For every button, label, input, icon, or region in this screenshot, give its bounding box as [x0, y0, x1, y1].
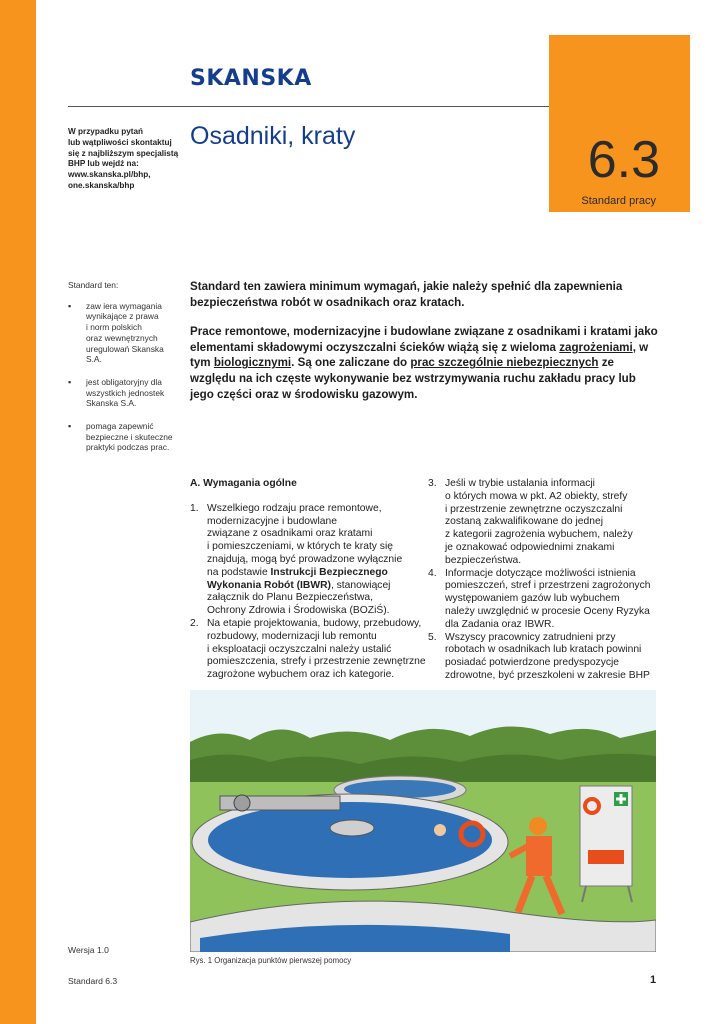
intro-paragraph-1: Standard ten zawiera minimum wymagań, jakie należy spełnić dla zapewnienia bezpieczeństwa robót w osadnikach oraz kratach. — [190, 280, 623, 309]
item-line: znajdują, mogą być prowadzone wyłącznie — [207, 553, 403, 565]
standard-number-box — [549, 35, 690, 212]
contact-line: W przypadku pytań — [68, 127, 144, 136]
item-bold-text: Wykonania Robót (IBWR) — [207, 579, 331, 591]
skanska-logo: SKANSKA — [190, 66, 312, 91]
figure-caption: Rys. 1 Organizacja punktów pierwszej pomocy — [190, 956, 352, 965]
requirement-item — [428, 478, 664, 568]
item-line: Wszelkiego rodzaju prace remontowe, — [207, 502, 382, 514]
item-number: 2. — [190, 617, 199, 629]
intro-paragraph-2 — [190, 324, 660, 402]
item-line: zagrożone wybuchem oraz ich kategorie. — [207, 669, 395, 681]
requirement-item — [428, 632, 664, 683]
illustration-svg — [190, 690, 656, 952]
first-aid-illustration — [190, 690, 656, 952]
requirement-item — [428, 568, 664, 632]
requirement-item — [190, 617, 426, 682]
item-number: 5. — [428, 631, 437, 643]
item-line: je oznakować odpowiednimi znakami — [445, 541, 615, 553]
item-line: pomieszczeń, stref i przestrzeni zagrożonych — [445, 580, 651, 592]
main-tank-water — [208, 802, 492, 878]
sidebar-item — [68, 377, 180, 409]
bridge-wheel — [234, 795, 250, 811]
contact-line: lub wątpliwości skontaktuj — [68, 137, 172, 147]
contact-link[interactable]: www.skanska.pl/bhp, — [68, 170, 151, 180]
item-line: Wszyscy pracownicy zatrudnieni przy — [445, 631, 616, 643]
item-line: Ochrony Zdrowia i Środowiska (BOZiŚ). — [207, 605, 390, 617]
item-line: modernizacyjne i budowlane — [207, 515, 337, 527]
sidebar-summary — [68, 280, 180, 465]
section-heading: A. Wymagania ogólne — [190, 478, 297, 489]
item-number: 3. — [428, 478, 437, 489]
item-line: pomieszczenia, strefy i przestrzenie zewnętrzne — [207, 656, 426, 668]
contact-info — [68, 127, 178, 192]
item-text: , stanowiącej — [330, 579, 391, 591]
item-line: dla Zadania oraz IBWR. — [445, 618, 555, 630]
standard-number: 6.3 — [587, 131, 660, 189]
page-number: 1 — [650, 974, 657, 986]
worker-body — [526, 836, 552, 876]
item-line: posiadać potwierdzone predyspozycje — [445, 657, 620, 669]
requirements-column-left — [190, 478, 426, 682]
sidebar-item — [68, 301, 180, 365]
requirement-item — [190, 503, 418, 618]
item-line: Jeśli w trybie ustalania informacji — [445, 478, 595, 489]
item-line: Informacje dotyczące możliwości istnienia — [445, 567, 636, 579]
version-label: Wersja 1.0 — [68, 945, 109, 955]
page-title: Osadniki, kraty — [190, 122, 356, 150]
item-line: i eksploatacji oczyszczalni należy ustalić — [207, 643, 392, 655]
item-number: 1. — [190, 502, 199, 514]
item-number: 4. — [428, 567, 437, 579]
intro-text-part: ze względu na ich częste wykonywanie bez wstrzymywania ruchu zakładu pracy lub jego części oraz w środowisku gazowym. — [190, 356, 636, 401]
rescue-kit — [588, 850, 624, 864]
item-line: należy uwzględnić w procesie Oceny Ryzyka — [445, 605, 650, 617]
underlined-term: prac szczególnie niebezpiecznych — [410, 356, 599, 370]
sidebar-list — [68, 301, 180, 453]
item-line: bezpieczeństwa. — [445, 554, 522, 566]
sidebar-item-text: ▪ zaw iera wymagania wynikające z prawa i norm polskich oraz wewnętrznych uregulowań Skanska S.A. — [86, 300, 164, 365]
contact-link[interactable]: one.skanska/bhp — [68, 180, 135, 190]
requirements-column-right — [428, 478, 664, 683]
item-line: i przestrzenie zewnętrzne oczyszczalni — [445, 503, 623, 515]
intro-text-part: . Są one zaliczane do — [291, 356, 411, 370]
item-line: występowaniem gazów lub wybuchem — [445, 593, 620, 605]
intro-text-part: , w tym — [190, 340, 649, 370]
intro-text-part: Prace remontowe, modernizacyjne i budowlane związane z osadnikami i kratami jako elementami składowymi oczyszczalni ścieków wiążą się z wieloma — [190, 325, 658, 354]
item-line: związane z osadnikami oraz kratami — [207, 528, 373, 540]
item-line: rozbudowy, modernizacji lub remontu — [207, 630, 377, 642]
item-line: zostaną zakwalifikowane do jednej — [445, 516, 603, 528]
tank-center-column — [330, 820, 374, 836]
underlined-term: zagrożeniami — [559, 340, 633, 354]
item-line: i pomieszczeniami, w których te kraty się — [207, 541, 393, 553]
person-in-water — [434, 824, 446, 836]
item-line — [207, 567, 418, 580]
intro-text — [190, 279, 660, 416]
item-line: załącznik do Planu Bezpieczeństwa, — [207, 592, 373, 604]
sidebar-item — [68, 421, 180, 453]
footer-standard: Standard 6.3 — [68, 976, 118, 986]
item-line: o których mowa w pkt. A2 obiekty, strefy — [445, 490, 628, 502]
item-line: robotach w osadnikach lub kratach powinni — [445, 644, 642, 656]
item-line: Na etapie projektowania, budowy, przebudowy, — [207, 617, 422, 629]
sidebar-item-text: ▪ pomaga zapewnić bezpieczne i skuteczne praktyki podczas prac. — [86, 421, 173, 453]
underlined-term: biologicznymi — [213, 356, 292, 370]
sidebar-heading: Standard ten: — [68, 280, 119, 290]
contact-line: się z najbliższym specjalistą — [68, 148, 179, 158]
worker-helmet — [529, 817, 547, 835]
item-line: z kategorii zagrożenia wybuchem, należy — [445, 529, 633, 541]
sidebar-item-text: ▪ jest obligatoryjny dla wszystkich jednostek Skanska S.A. — [86, 376, 165, 409]
orange-side-strip — [0, 0, 36, 1024]
item-bold-text: Instrukcji Bezpiecznego — [270, 566, 388, 578]
contact-line: BHP lub wejdź na: — [68, 159, 139, 169]
item-text: na podstawie — [207, 566, 271, 578]
item-line: zdrowotne, być przeszkoleni w zakresie BHP — [445, 669, 650, 681]
item-line — [207, 580, 418, 593]
standard-label: Standard pracy — [581, 195, 656, 207]
